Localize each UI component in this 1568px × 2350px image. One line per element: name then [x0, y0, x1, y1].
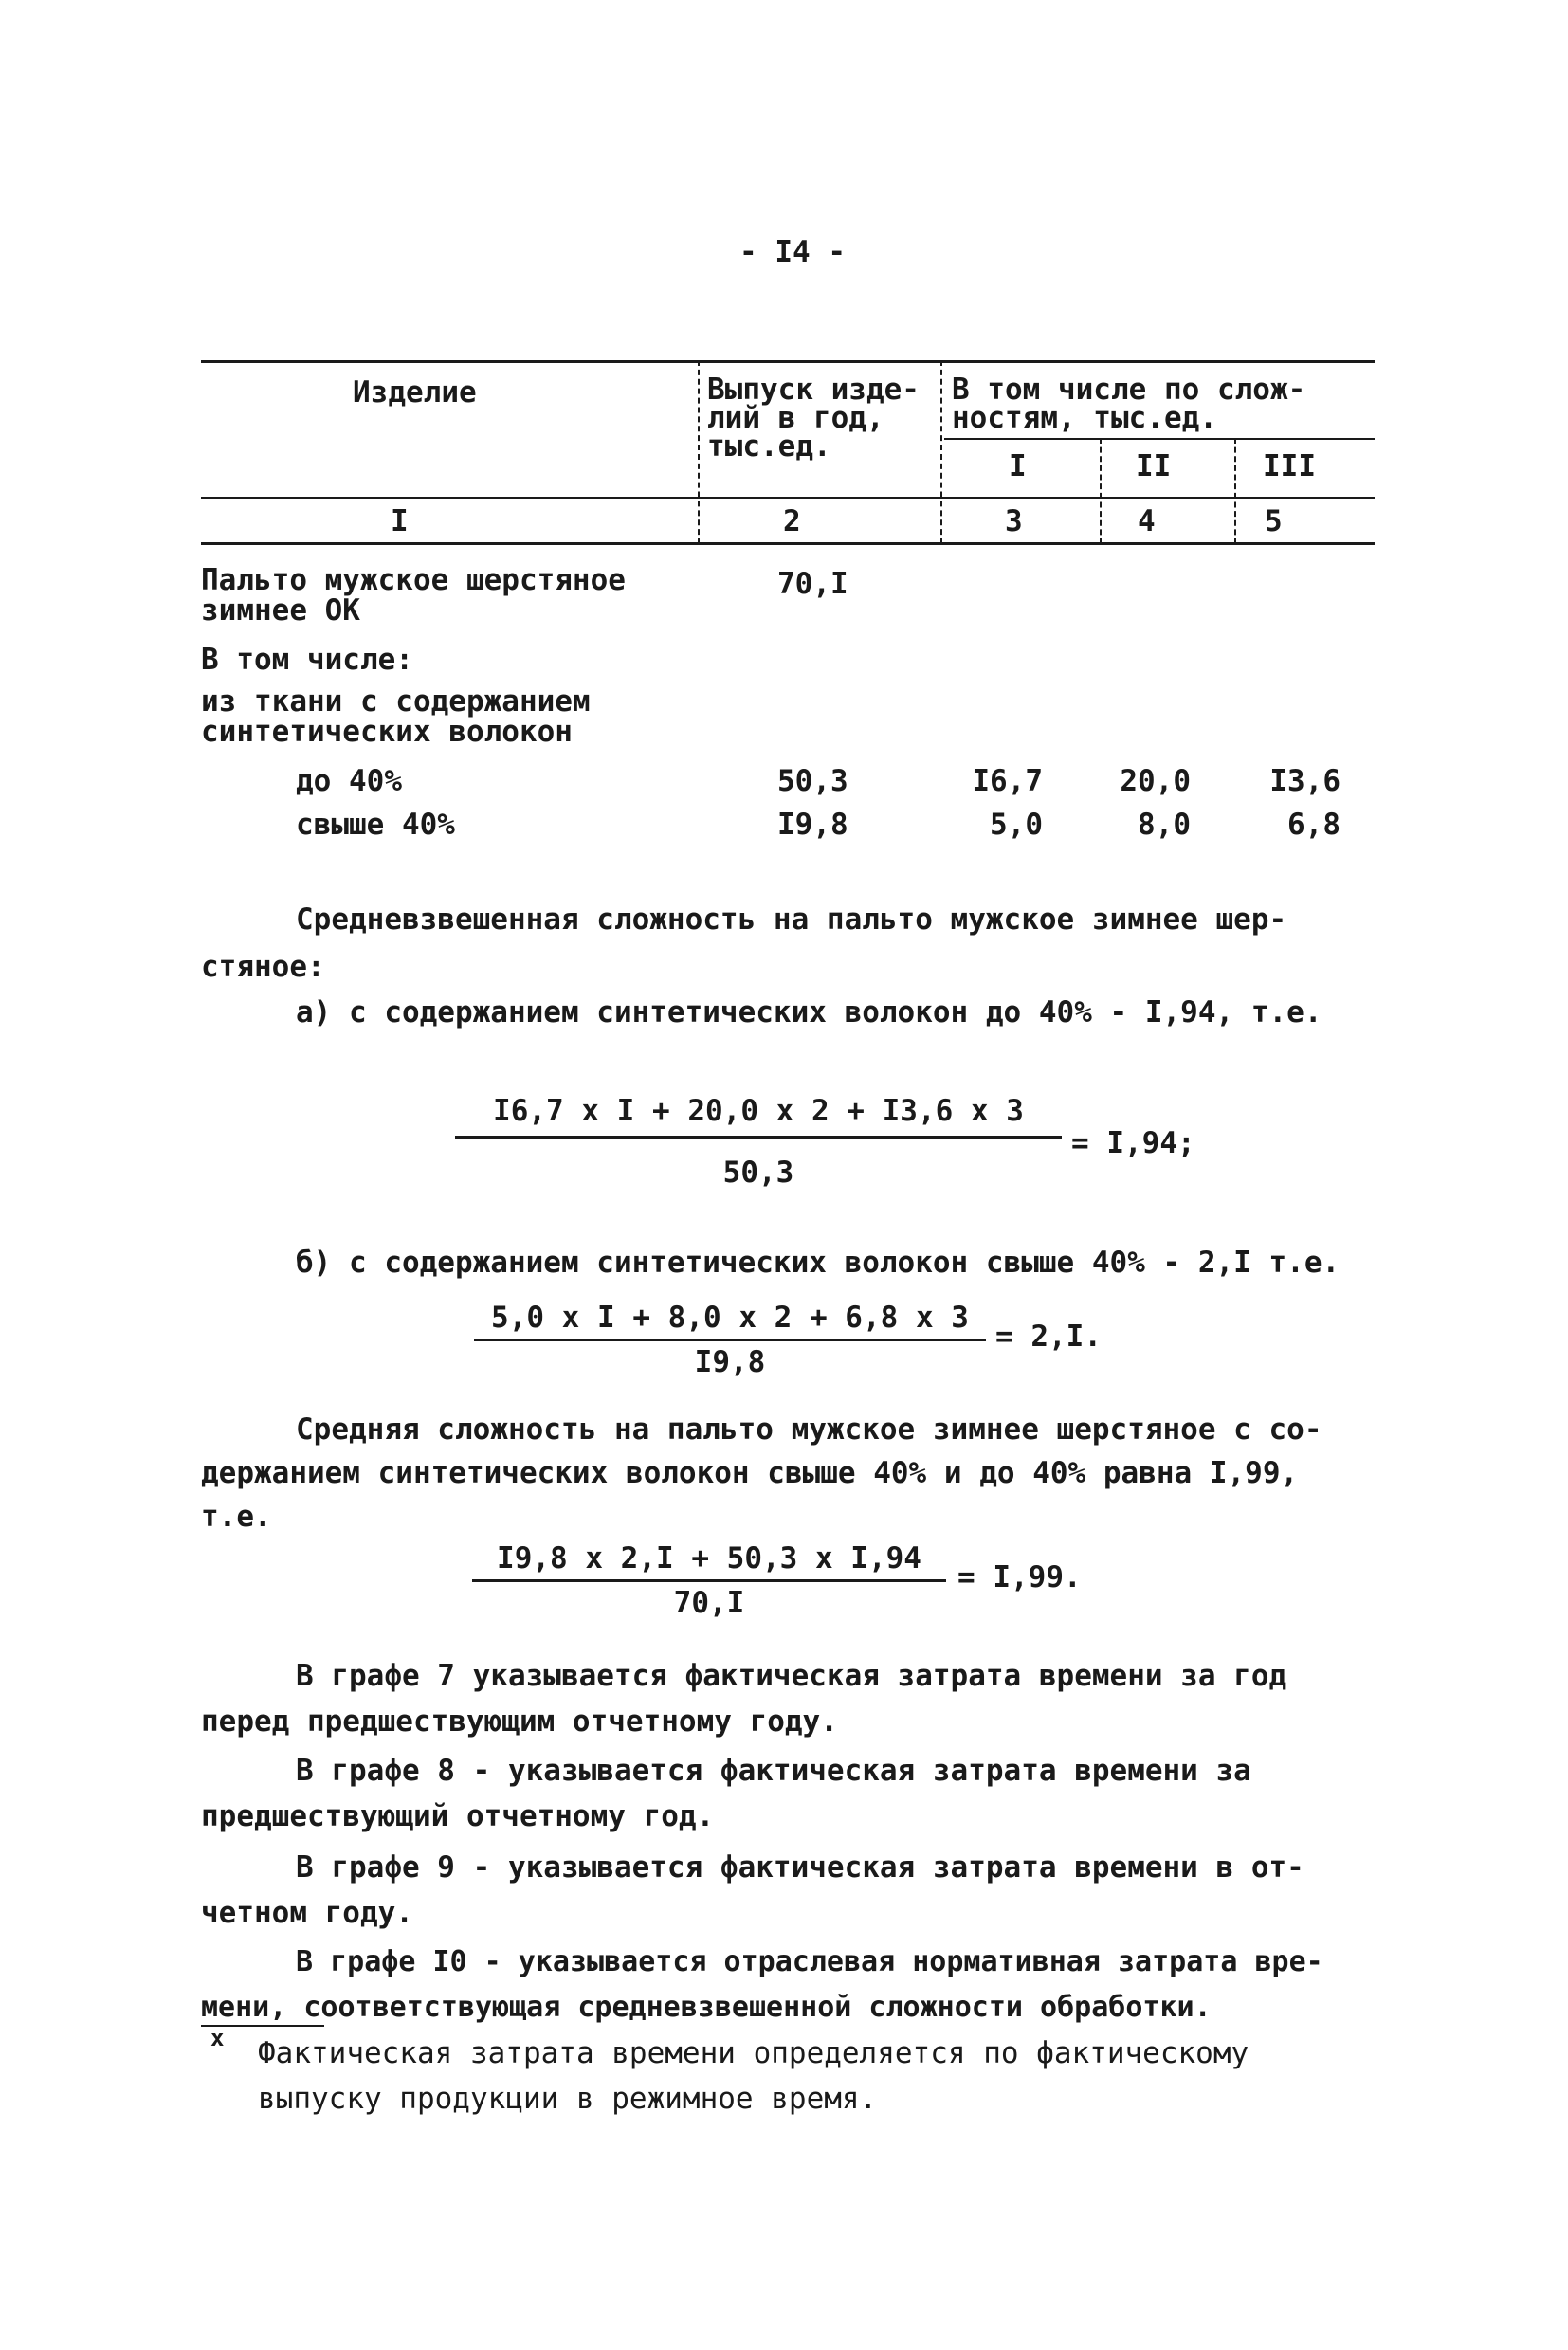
formula-denominator: 70,I	[472, 1579, 946, 1620]
col-divider-1	[698, 360, 700, 544]
row-label-line: Пальто мужское шерстяное	[201, 563, 626, 597]
paragraph-line: Средневзвешенная сложность на пальто мужское зимнее шер-	[296, 902, 1287, 937]
header-sub-1: I	[1009, 449, 1027, 483]
header-output	[707, 373, 920, 464]
formula-numerator: I6,7 х I + 20,0 х 2 + I3,6 х 3	[493, 1094, 1024, 1128]
table-cell-complexity-2: 8,0	[1138, 808, 1191, 842]
col-number-4: 4	[1138, 504, 1156, 538]
formula-denominator: 50,3	[455, 1136, 1062, 1190]
table-cell-output: I9,8	[777, 808, 848, 842]
col-number-1: I	[391, 504, 409, 538]
table-row-label: до 40%	[296, 764, 402, 798]
row-label-line: синтетических волокон	[201, 715, 573, 749]
table-row-label	[201, 686, 591, 747]
paragraph-line: стяное:	[201, 950, 325, 984]
paragraph-line: четном году.	[201, 1896, 413, 1930]
col-number-3: 3	[1005, 504, 1023, 538]
header-group	[952, 373, 1306, 435]
row-label-line: из ткани с содержанием	[201, 684, 591, 719]
col-divider-4	[1234, 438, 1236, 544]
table-cell-complexity-1: 5,0	[990, 808, 1043, 842]
item-a: а) с содержанием синтетических волокон до 40% - I,94, т.е.	[296, 995, 1322, 1029]
header-product: Изделие	[353, 375, 477, 410]
paragraph-line: В графе 7 указывается фактическая затрата времени за год	[296, 1659, 1287, 1693]
footnote-line: Фактическая затрата времени определяется по фактическому	[258, 2036, 1249, 2070]
paragraph-line: В графе 8 - указывается фактическая затрата времени за	[296, 1754, 1251, 1788]
formula-result: = I,99.	[957, 1560, 1082, 1594]
col-number-2: 2	[783, 504, 801, 538]
header-output-line: тыс.ед.	[707, 429, 831, 464]
paragraph-line: В графе 9 - указывается фактическая затрата времени в от-	[296, 1850, 1304, 1885]
paragraph-line: Средняя сложность на пальто мужское зимнее шерстяное с со-	[296, 1412, 1322, 1447]
table-row-label	[201, 565, 626, 626]
paragraph-line: держанием синтетических волокон свыше 40% и до 40% равна I,99,	[201, 1456, 1299, 1490]
footnote-line: выпуску продукции в режимное время.	[258, 2082, 878, 2116]
header-output-line: лий в год,	[707, 401, 884, 435]
formula-1	[455, 1094, 1062, 1190]
formula-result: = I,94;	[1071, 1126, 1195, 1160]
header-sub-3: III	[1263, 449, 1316, 483]
table-cell-output: 50,3	[777, 764, 848, 798]
footnote-mark: х	[210, 2025, 225, 2051]
table-header-rule	[201, 497, 1375, 499]
item-b: б) с содержанием синтетических волокон свыше 40% - 2,I т.е.	[296, 1246, 1340, 1280]
table-cell-complexity-1: I6,7	[972, 764, 1043, 798]
header-group-line: В том числе по слож-	[952, 373, 1306, 407]
formula-numerator: I9,8 х 2,I + 50,3 х I,94	[497, 1541, 921, 1576]
table-cell-complexity-3: I3,6	[1269, 764, 1340, 798]
formula-numerator: 5,0 х I + 8,0 х 2 + 6,8 х 3	[491, 1301, 969, 1335]
formula-result: = 2,I.	[995, 1320, 1102, 1354]
col-divider-2	[940, 360, 942, 544]
formula-denominator: I9,8	[474, 1339, 986, 1379]
paragraph-line: мени, соответствующая средневзвешенной сложности обработки.	[201, 1991, 1212, 2024]
table-row-label: В том числе:	[201, 643, 413, 677]
header-sub-2: II	[1136, 449, 1172, 483]
col-number-5: 5	[1265, 504, 1283, 538]
table-cell-output: 70,I	[777, 567, 848, 601]
paragraph-line: перед предшествующим отчетному году.	[201, 1704, 838, 1739]
header-group-line: ностям, тыс.ед.	[952, 401, 1217, 435]
table-top-rule	[201, 360, 1375, 363]
col-divider-3	[1100, 438, 1102, 544]
paragraph-line: т.е.	[201, 1500, 272, 1534]
row-label-line: зимнее ОК	[201, 593, 360, 628]
header-output-line: Выпуск изде-	[707, 373, 920, 407]
formula-3	[472, 1541, 946, 1620]
formula-2	[474, 1301, 986, 1379]
table-cell-complexity-2: 20,0	[1120, 764, 1191, 798]
group-header-rule	[944, 438, 1375, 440]
page-number: - I4 -	[739, 235, 846, 269]
table-row-label: свыше 40%	[296, 808, 455, 842]
table-number-rule	[201, 542, 1375, 545]
paragraph-line: В графе I0 - указывается отраслевая нормативная затрата вре-	[296, 1945, 1323, 1978]
paragraph-line: предшествующий отчетному год.	[201, 1799, 715, 1833]
table-cell-complexity-3: 6,8	[1287, 808, 1340, 842]
